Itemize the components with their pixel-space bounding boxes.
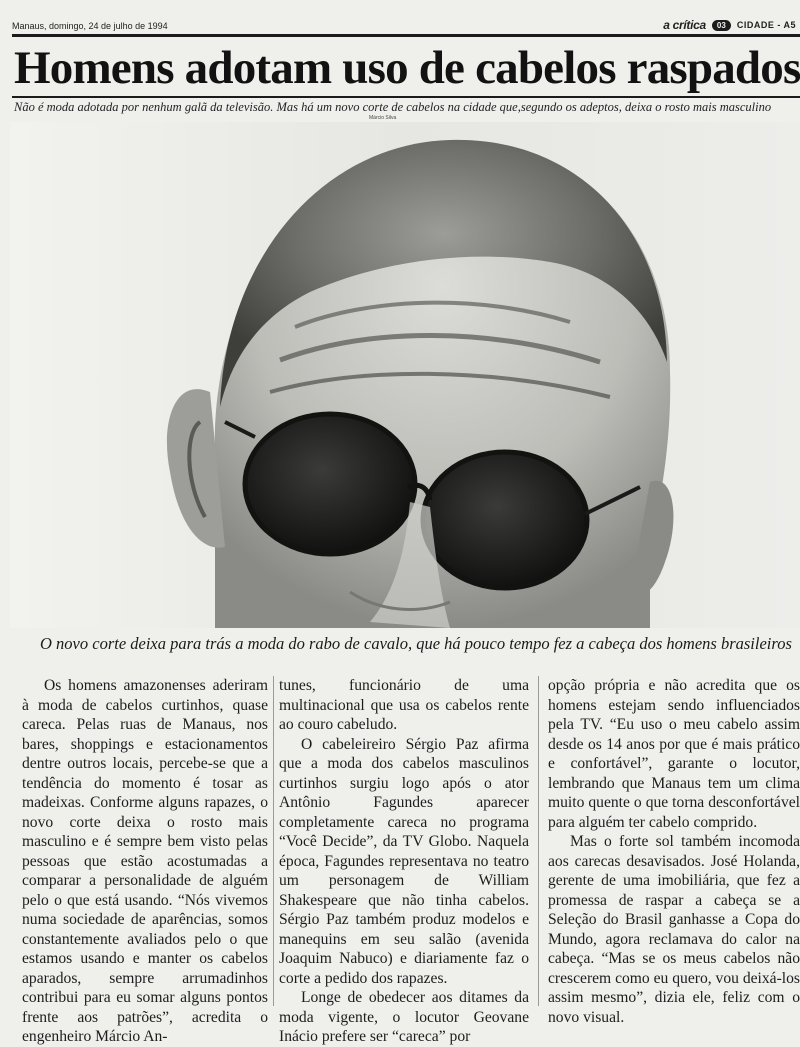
issue-date: Manaus, domingo, 24 de julho de 1994 — [12, 21, 168, 31]
headline-rule — [12, 96, 800, 98]
masthead-rule — [12, 34, 800, 37]
body-column-1 — [22, 676, 268, 1047]
body-paragraph: tunes, funcionário de uma multinacional que usa os cabelos rente ao couro cabeludo. — [279, 677, 529, 733]
deck-subtitle: Não é moda adotada por nenhum galã da televisão. Mas há um novo corte de cabelos na cidade que,segundo os adeptos, deixa o rosto mais masculino — [14, 100, 772, 114]
body-paragraph: O cabeleireiro Sérgio Paz afirma que a moda dos cabelos masculinos curtinhos surgiu logo após o ator Antônio Fagundes aparecer completamente careca no programa “Você Decide”, da TV Globo. Naquela época, Fagundes representava no teatro um personagem de William Shakespeare que não tinha cabelos. Sérgio Paz também produz modelos e manequins em seu salão (avenida Joaquim Nabuco) e diariamente faz o corte a pedido dos rapazes. — [279, 735, 529, 987]
body-column-3 — [548, 676, 800, 1027]
body-paragraph: Os homens amazonenses aderiram à moda de cabelos curtinhos, quase careca. Pelas ruas de Manaus, nos bares, shoppings e estacionamentos dentre outros locais, percebe-se que a tendência do momento é tosar as madeixas. Conforme alguns rapazes, o novo corte deixa o rosto mais masculino e é sempre bem visto pelas pessoas que estão acostumadas a comparar a personalidade de alguém pelo o que está usando. “Nós vivemos numa sociedade de aparências, somos constantemente avaliados pelo o que estamos usando e manter os cabelos aparados, sempre arrumadinhos contribui para eu somar alguns pontos frente aos patrões”, acredita o engenheiro Márcio An- — [22, 677, 268, 1045]
section-label: CIDADE - A5 — [736, 20, 796, 30]
article-photo — [10, 122, 800, 628]
newspaper-brand: a crítica — [663, 18, 706, 32]
photo-caption: O novo corte deixa para trás a moda do rabo de cavalo, que há pouco tempo fez a cabeça dos homens brasileiros — [40, 634, 792, 653]
photo-credit: Márcio Silva — [369, 115, 397, 121]
masthead-right — [663, 18, 796, 32]
body-column-2 — [279, 676, 529, 1047]
body-paragraph: opção própria e não acredita que os homens estejam sendo influenciados pela TV. “Eu uso o meu cabelo assim desde os 14 anos por que é mais prático e confortável”, garante o locutor, lembrando que Manaus tem um clima muito quente o que torna desconfortável para alguém ter cabelo comprido. — [548, 677, 800, 831]
column-divider — [538, 676, 539, 1006]
body-paragraph: Mas o forte sol também incomoda aos carecas desavisados. José Holanda, gerente de uma imobiliária, que fez a promessa de raspar a cabeça se a Seleção do Brasil ganhasse a Copa do Mundo, agora reclamava do calor na cabeça. “Mas se os meus cabelos não crescerem como eu quero, vou deixá-los assim mesmo”, dizia ele, feliz com o novo visual. — [548, 833, 800, 1026]
portrait-illustration — [10, 122, 800, 628]
article-body — [22, 676, 800, 1045]
page-number-badge: 03 — [712, 20, 731, 31]
body-paragraph: Longe de obedecer aos ditames da moda vigente, o locutor Geovane Inácio prefere ser “careca” por — [279, 989, 529, 1045]
column-divider — [273, 676, 274, 1006]
headline: Homens adotam uso de cabelos raspados — [14, 42, 800, 94]
